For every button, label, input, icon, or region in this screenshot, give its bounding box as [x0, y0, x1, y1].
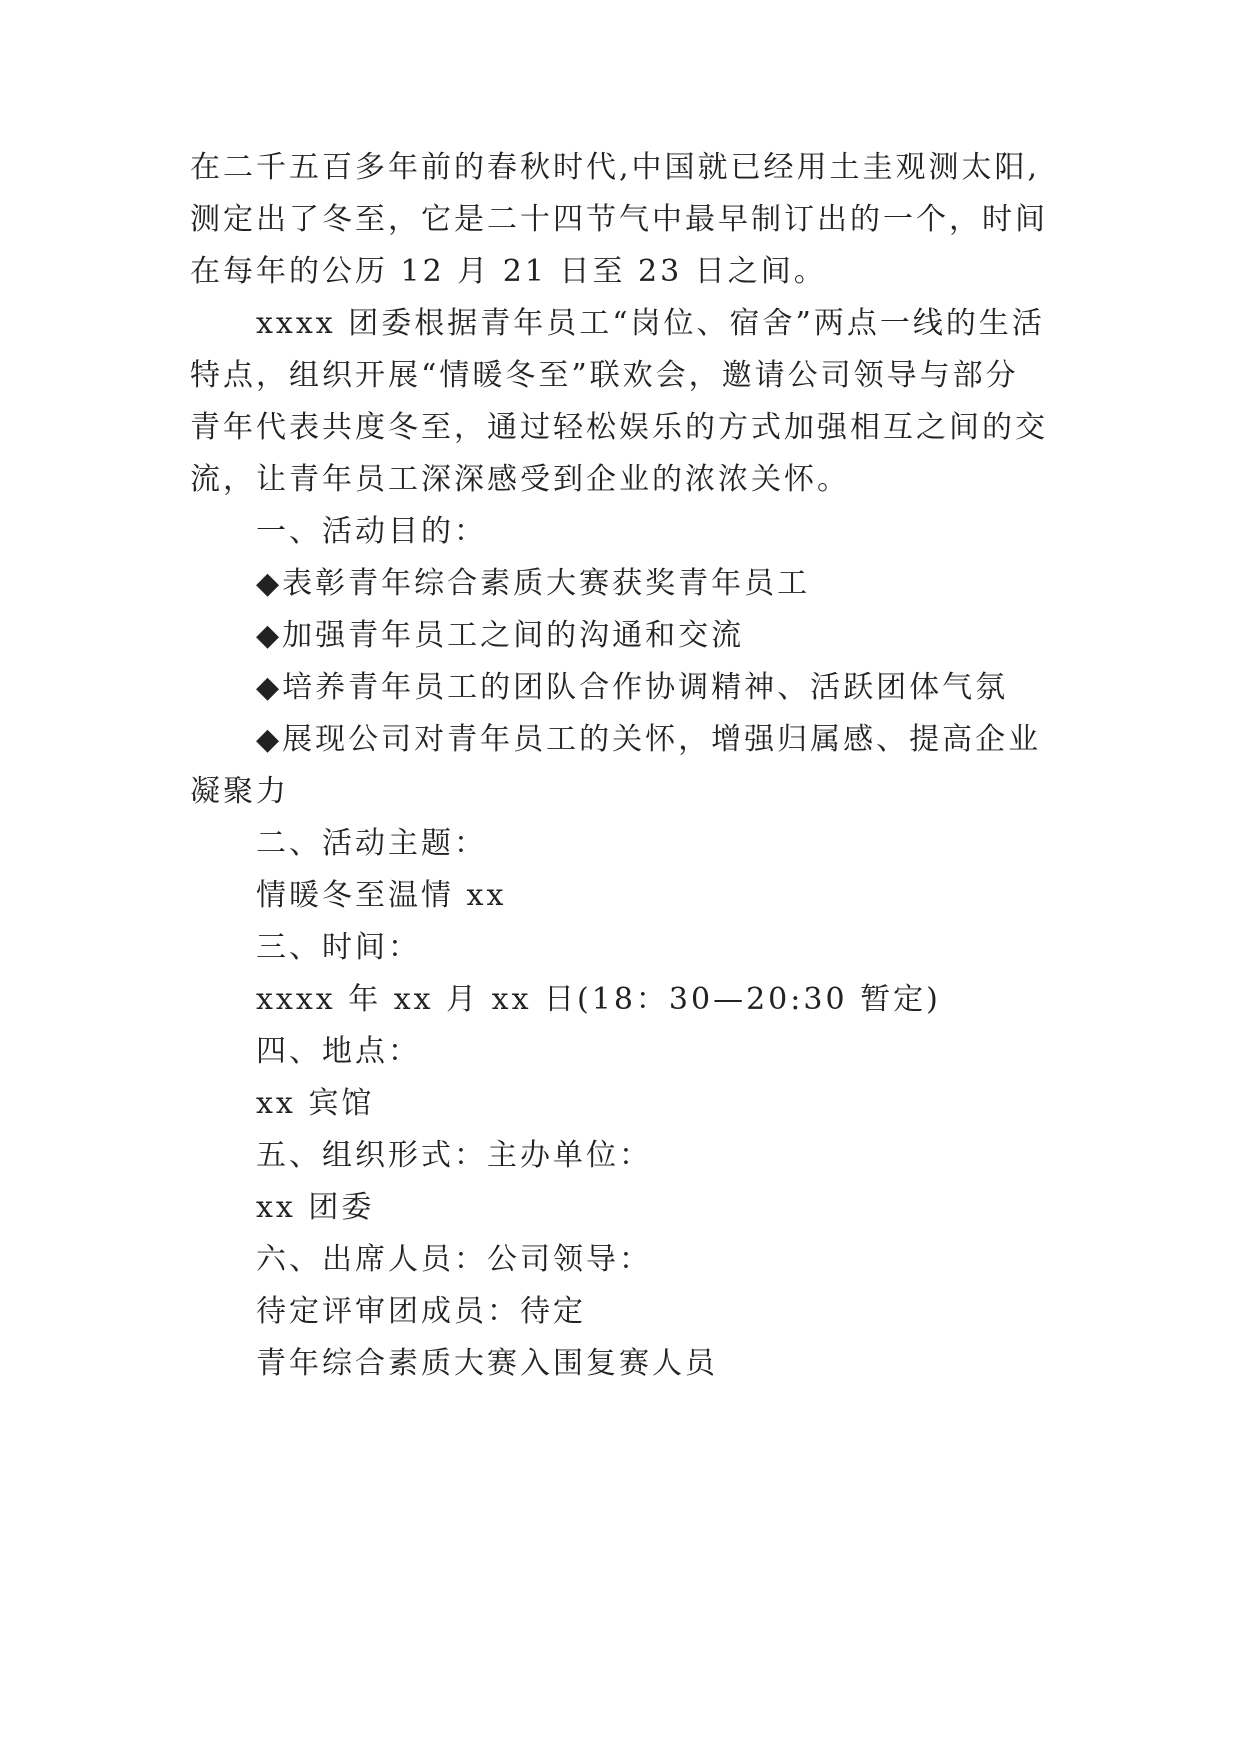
goal-item-1: ◆表彰青年综合素质大赛获奖青年员工 [256, 566, 811, 601]
para2-line-3: 青年代表共度冬至，通过轻松娱乐的方式加强相互之间的交 [190, 410, 1048, 445]
intro-line-3: 在每年的公历 12 月 21 日至 23 日之间。 [190, 254, 827, 289]
section5-heading: 五、组织形式：主办单位： [256, 1138, 652, 1173]
attendees-line-2: 青年综合素质大赛入围复赛人员 [256, 1346, 718, 1381]
goal-item-4-line-1: ◆展现公司对青年员工的关怀，增强归属感、提高企业 [256, 722, 1042, 757]
goal-item-3: ◆培养青年员工的团队合作协调精神、活跃团体气氛 [256, 670, 1009, 705]
section2-heading: 二、活动主题： [256, 826, 487, 861]
goal-item-2: ◆加强青年员工之间的沟通和交流 [256, 618, 745, 653]
goal-item-4-line-2: 凝聚力 [190, 774, 289, 809]
para2-line-4: 流，让青年员工深深感受到企业的浓浓关怀。 [190, 462, 850, 497]
section1-heading: 一、活动目的： [256, 514, 487, 549]
para2-line-2: 特点，组织开展“情暖冬至”联欢会，邀请公司领导与部分 [190, 358, 1019, 393]
organizer-text: xx 团委 [256, 1190, 375, 1225]
intro-line-2: 测定出了冬至，它是二十四节气中最早制订出的一个，时间 [190, 202, 1048, 237]
section4-heading: 四、地点： [256, 1034, 421, 1069]
section3-heading: 三、时间： [256, 930, 421, 965]
place-text: xx 宾馆 [256, 1086, 375, 1121]
attendees-line-1: 待定评审团成员：待定 [256, 1294, 586, 1329]
time-text: xxxx 年 xx 月 xx 日(18：30—20:30 暂定) [256, 982, 941, 1017]
para2-line-1: xxxx 团委根据青年员工“岗位、宿舍”两点一线的生活 [256, 306, 1045, 341]
intro-line-1: 在二千五百多年前的春秋时代,中国就已经用土圭观测太阳, [190, 150, 1041, 185]
section6-heading: 六、出席人员：公司领导： [256, 1242, 652, 1277]
theme-text: 情暖冬至温情 xx [256, 878, 507, 913]
